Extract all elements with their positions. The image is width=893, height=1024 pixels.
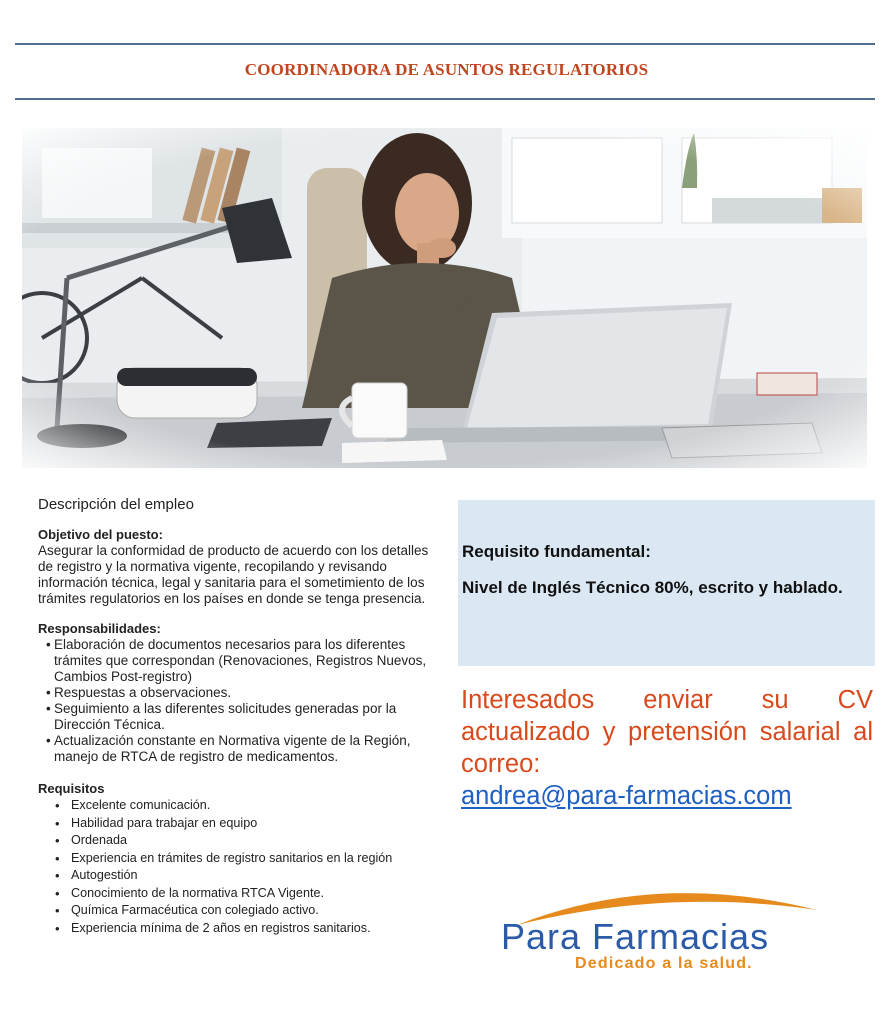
requirements-label: Requisitos — [38, 781, 105, 796]
list-item: • Conocimiento de la normativa RTCA Vigente. — [38, 885, 438, 903]
key-requirement-label: Requisito fundamental: — [462, 542, 651, 561]
list-item: • Elaboración de documentos necesarios para los diferentes trámites que correspondan (Renovaciones, Registros Nuevos, Cambios Post-registro) — [46, 637, 438, 685]
para-farmacias-logo — [497, 880, 877, 980]
description-heading: Descripción del empleo — [38, 496, 194, 513]
responsibilities-list — [46, 637, 438, 765]
key-requirement-text: Nivel de Inglés Técnico 80%, escrito y hablado. — [462, 578, 843, 597]
job-description — [38, 497, 438, 937]
logo-tagline: Dedicado a la salud. — [575, 955, 753, 972]
objective-text: Asegurar la conformidad de producto de acuerdo con los detalles de registro y la normativa vigente, recopilando y revisando información técnica, legal y sanitaria para el sometimiento de los trámites regulatorios en los países en donde se tenga presencia. — [38, 543, 429, 606]
list-item: • Autogestión — [38, 867, 438, 885]
page-title: COORDINADORA DE ASUNTOS REGULATORIOS — [244, 60, 649, 79]
list-item: • Respuestas a observaciones. — [46, 685, 438, 701]
list-item: • Química Farmacéutica con colegiado activo. — [38, 902, 438, 920]
list-item: • Experiencia mínima de 2 años en registros sanitarios. — [38, 920, 438, 938]
key-requirement-box — [458, 500, 875, 666]
list-item: • Seguimiento a las diferentes solicitudes generadas por la Dirección Técnica. — [46, 701, 438, 733]
list-item: • Experiencia en trámites de registro sanitarios en la región — [38, 850, 438, 868]
objective-label: Objetivo del puesto: — [38, 527, 163, 542]
logo-brand: Para Farmacias — [501, 916, 770, 957]
hero-photo — [22, 128, 867, 468]
apply-instructions: Interesados enviar su CV actualizado y pretensión salarial al correo: — [461, 686, 873, 778]
top-divider — [15, 43, 875, 45]
bottom-divider — [15, 98, 875, 100]
list-item: • Ordenada — [38, 832, 438, 850]
list-item: • Actualización constante en Normativa vigente de la Región, manejo de RTCA de registro de medicamentos. — [46, 733, 438, 765]
responsibilities-label: Responsabilidades: — [38, 621, 161, 636]
requirements-list — [38, 797, 438, 937]
list-item: • Excelente comunicación. — [38, 797, 438, 815]
email-link[interactable]: andrea@para-farmacias.com — [461, 782, 792, 810]
list-item: • Habilidad para trabajar en equipo — [38, 815, 438, 833]
